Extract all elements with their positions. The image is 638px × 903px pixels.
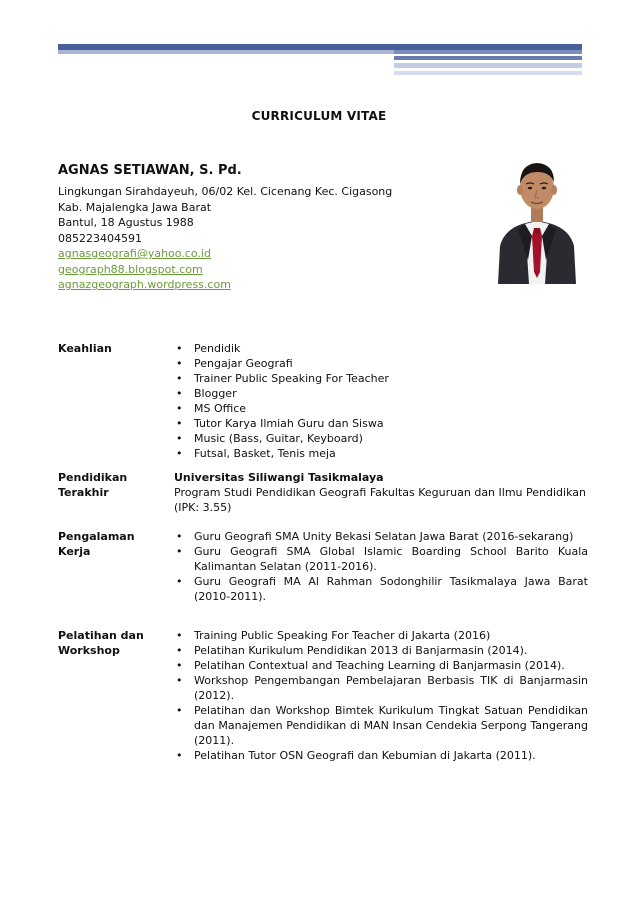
list-item: • Guru Geografi MA Al Rahman Sodonghilir Tasikmalaya Jawa Barat (2010-2011). xyxy=(174,574,588,604)
education-label xyxy=(58,470,168,500)
list-item: • Futsal, Basket, Tenis meja xyxy=(174,446,588,461)
list-item: • Guru Geografi SMA Global Islamic Boarding School Barito Kuala Kalimantan Selatan (2011-2016). xyxy=(174,544,588,574)
list-item: • MS Office xyxy=(174,401,588,416)
address-line-1: Lingkungan Sirahdayeuh, 06/02 Kel. Cicenang Kec. Cigasong xyxy=(58,185,393,198)
header-bar xyxy=(394,50,582,54)
header-bar xyxy=(394,71,582,75)
education-label-line: Pendidikan xyxy=(58,471,128,484)
header-bar xyxy=(394,56,582,60)
training-label-line: Workshop xyxy=(58,644,120,657)
email-link[interactable]: agnasgeografi@yahoo.co.id xyxy=(58,247,211,260)
experience-label-line: Kerja xyxy=(58,545,91,558)
gpa: (IPK: 3.55) xyxy=(174,501,232,514)
experience-label xyxy=(58,529,168,559)
document-title: CURRICULUM VITAE xyxy=(251,109,387,123)
list-item: • Pelatihan Tutor OSN Geografi dan Kebumian di Jakarta (2011). xyxy=(174,748,588,763)
skills-list xyxy=(174,341,588,461)
training-list xyxy=(174,628,588,763)
experience-list xyxy=(174,529,588,604)
list-item: • Guru Geografi SMA Unity Bekasi Selatan Jawa Barat (2016-sekarang) xyxy=(174,529,588,544)
training-label xyxy=(58,628,168,658)
list-item: • Pendidik xyxy=(174,341,588,356)
profile-photo xyxy=(494,150,580,284)
experience-label-line: Pengalaman xyxy=(58,530,135,543)
wordpress-link[interactable]: agnazgeograph.wordpress.com xyxy=(58,278,231,291)
list-item: • Pelatihan dan Workshop Bimtek Kurikulum Tingkat Satuan Pendidikan dan Manajemen Pendidikan di MAN Insan Cendekia Serpong Tangerang (2011). xyxy=(174,703,588,748)
list-item: • Workshop Pengembangan Pembelajaran Berbasis TIK di Banjarmasin (2012). xyxy=(174,673,588,703)
header-bar xyxy=(58,50,398,54)
blogspot-link[interactable]: geograph88.blogspot.com xyxy=(58,262,203,276)
list-item: • Pelatihan Contextual and Teaching Learning di Banjarmasin (2014). xyxy=(174,658,588,673)
university-name: Universitas Siliwangi Tasikmalaya xyxy=(174,471,384,484)
skills-label: Keahlian xyxy=(58,342,112,355)
address-line-2: Kab. Majalengka Jawa Barat xyxy=(58,200,212,214)
person-name: AGNAS SETIAWAN, S. Pd. xyxy=(58,163,242,178)
header-decoration-bars xyxy=(58,44,582,78)
education-label-line: Terakhir xyxy=(58,486,109,499)
header-bar xyxy=(394,63,582,68)
list-item: • Pengajar Geografi xyxy=(174,356,588,371)
list-item: • Blogger xyxy=(174,386,588,401)
list-item: • Training Public Speaking For Teacher di Jakarta (2016) xyxy=(174,628,588,643)
phone-number: 085223404591 xyxy=(58,231,142,245)
list-item: • Pelatihan Kurikulum Pendidikan 2013 di Banjarmasin (2014). xyxy=(174,643,588,658)
list-item: • Trainer Public Speaking For Teacher xyxy=(174,371,588,386)
training-label-line: Pelatihan dan xyxy=(58,629,144,642)
list-item: • Tutor Karya Ilmiah Guru dan Siswa xyxy=(174,416,588,431)
birth-info: Bantul, 18 Agustus 1988 xyxy=(58,216,194,229)
study-program: Program Studi Pendidikan Geografi Fakultas Keguruan dan Ilmu Pendidikan xyxy=(174,486,586,499)
list-item: • Music (Bass, Guitar, Keyboard) xyxy=(174,431,588,446)
personal-info xyxy=(58,163,458,293)
